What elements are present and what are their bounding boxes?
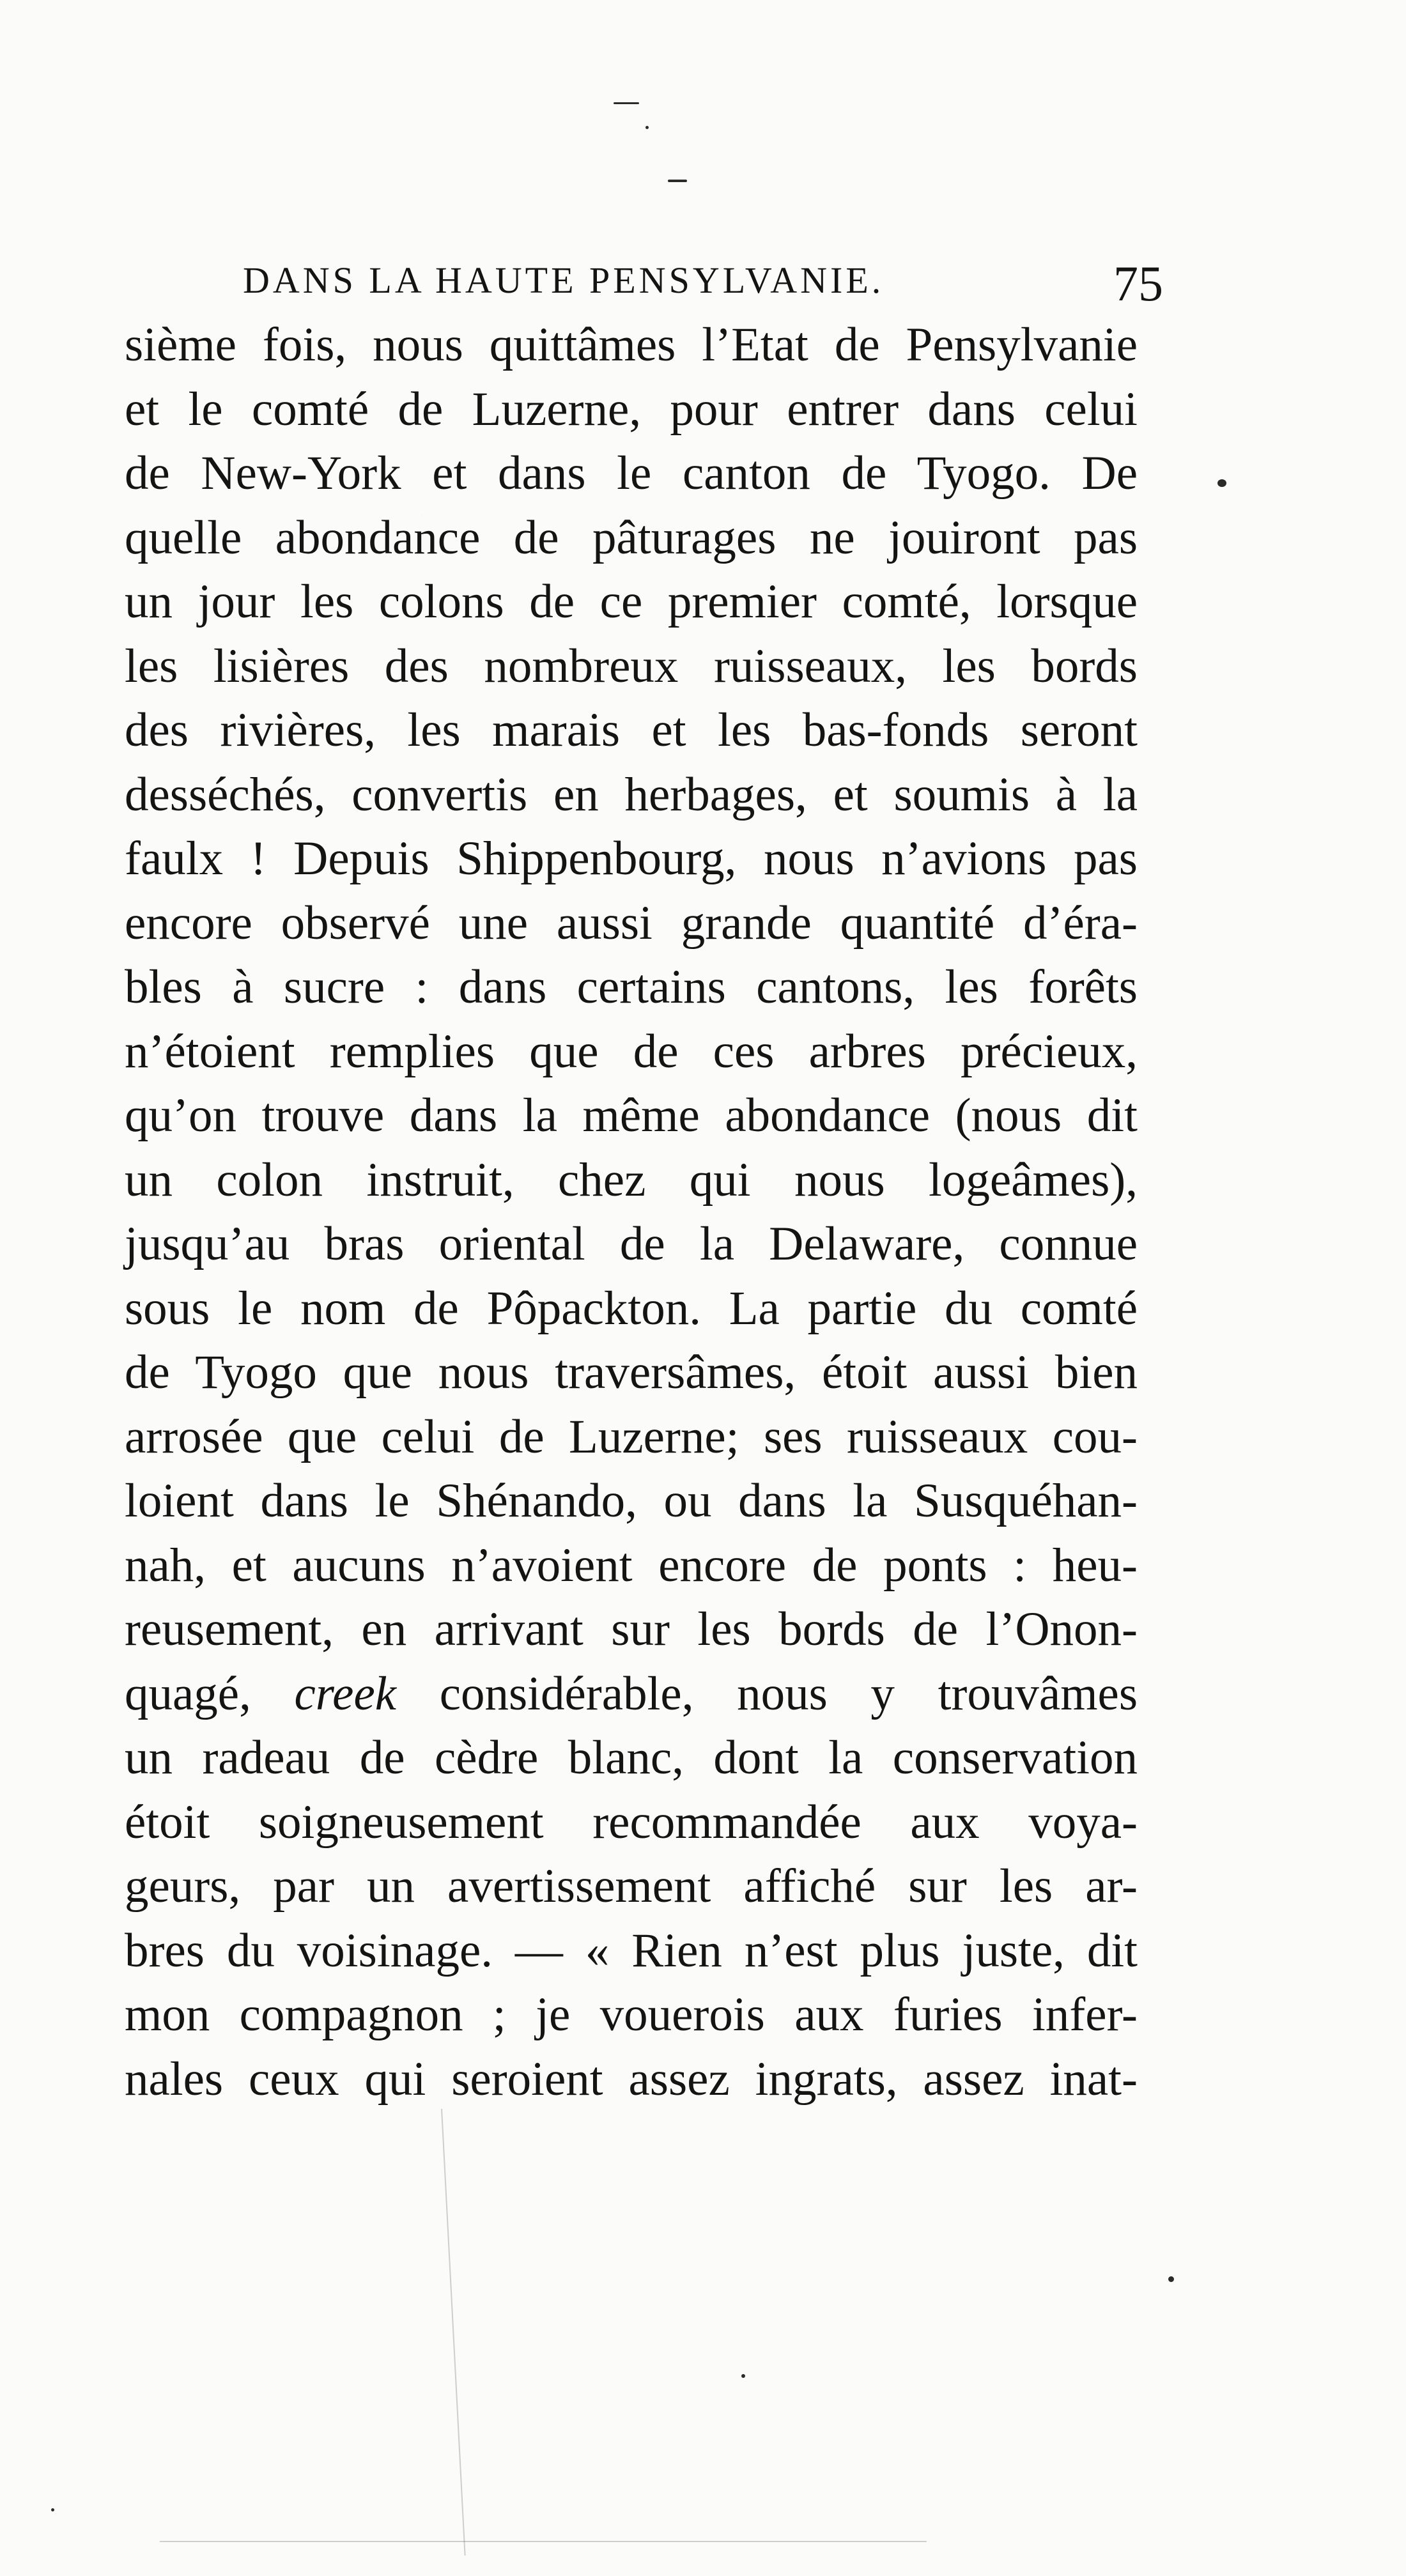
text-line: un colon instruit, chez qui nous logeâmes), xyxy=(125,1153,1138,1207)
text-line: un jour les colons de ce premier comté, lorsque xyxy=(125,575,1138,628)
text-line: loient dans le Shénando, ou dans la Susquéhan- xyxy=(125,1474,1138,1527)
text-line: arrosée que celui de Luzerne; ses ruisseaux cou- xyxy=(125,1410,1138,1463)
text-line: qu’on trouve dans la même abondance (nous dit xyxy=(125,1089,1138,1142)
page-number: 75 xyxy=(1113,256,1163,311)
paper-crease xyxy=(441,2109,466,2556)
text-line: nah, et aucuns n’avoient encore de ponts : heu- xyxy=(125,1538,1138,1592)
text-line: sous le nom de Pôpackton. La partie du comté xyxy=(125,1281,1138,1335)
paper-speck xyxy=(51,2508,54,2511)
text-line: des rivières, les marais et les bas-fonds seront xyxy=(125,704,1138,757)
text-segment: considérable, nous y trouvâmes xyxy=(396,1667,1138,1720)
text-line: sième fois, nous quittâmes l’Etat de Pensylvanie xyxy=(125,318,1138,371)
text-line: étoit soigneusement recommandée aux voya- xyxy=(125,1795,1138,1849)
text-line: les lisières des nombreux ruisseaux, les bords xyxy=(125,639,1138,693)
text-line: faulx ! Depuis Shippenbourg, nous n’avions pas xyxy=(125,832,1138,885)
text-line: de New-York et dans le canton de Tyogo. De xyxy=(125,447,1138,500)
page-header xyxy=(243,256,1163,316)
text-line: n’étoient remplies que de ces arbres précieux, xyxy=(125,1024,1138,1078)
text-line: desséchés, convertis en herbages, et soumis à la xyxy=(125,767,1138,821)
paper-speck xyxy=(614,102,639,104)
italic-word: creek xyxy=(294,1667,397,1720)
text-line: encore observé une aussi grande quantité d’éra- xyxy=(125,896,1138,950)
text-line: de Tyogo que nous traversâmes, étoit aussi bien xyxy=(125,1346,1138,1399)
text-line: geurs, par un avertissement affiché sur les ar- xyxy=(125,1860,1138,1913)
text-line: jusqu’au bras oriental de la Delaware, connue xyxy=(125,1217,1138,1270)
text-line: quelle abondance de pâturages ne jouiront pas xyxy=(125,511,1138,564)
text-line: bres du voisinage. — « Rien n’est plus juste, dit xyxy=(125,1924,1138,1977)
text-line: un radeau de cèdre blanc, dont la conservation xyxy=(125,1731,1138,1784)
paper-speck xyxy=(741,2374,745,2378)
text-line: mon compagnon ; je vouerois aux furies infer- xyxy=(125,1988,1138,2041)
paper-speck xyxy=(1217,479,1226,487)
text-line: bles à sucre : dans certains cantons, les forêts xyxy=(125,960,1138,1014)
text-line-with-italic xyxy=(125,1662,1138,1727)
paper-crease xyxy=(160,2541,927,2542)
text-line: et le comté de Luzerne, pour entrer dans celui xyxy=(125,382,1138,436)
paper-speck xyxy=(668,180,687,182)
running-head: DANS LA HAUTE PENSYLVANIE. xyxy=(243,259,885,301)
text-line: nales ceux qui seroient assez ingrats, assez inat- xyxy=(125,2052,1138,2106)
paper-speck xyxy=(1168,2276,1174,2282)
text-segment: quagé, xyxy=(125,1667,295,1720)
text-line: reusement, en arrivant sur les bords de l’Onon- xyxy=(125,1603,1138,1656)
body-text xyxy=(125,313,1138,2111)
paper-speck xyxy=(645,126,649,129)
